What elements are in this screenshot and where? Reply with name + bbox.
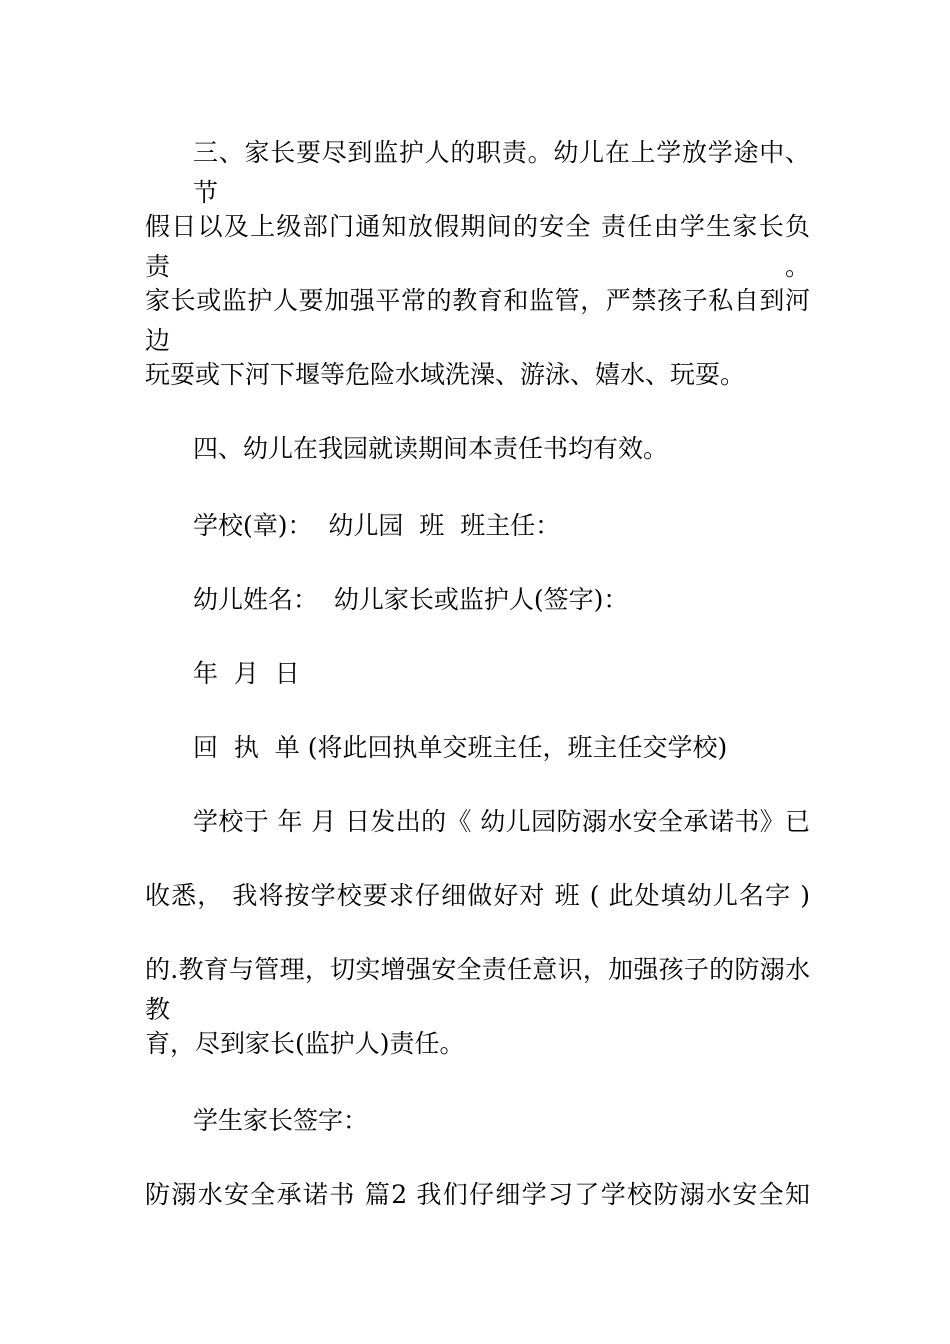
child-name-line: 幼儿姓名： 幼儿家长或监护人(签字)： <box>193 585 629 614</box>
receipt-line-1: 学校于 年 月 日发出的《 幼儿园防溺水安全承诺书》已 <box>193 807 810 836</box>
receipt-heading: 回 执 单 (将此回执单交班主任，班主任交学校) <box>193 733 728 762</box>
paragraph-3-line-2: 假日以及上级部门通知放假期间的安全 责任由学生家长负责。 <box>145 212 810 281</box>
receipt-line-3: 的.教育与管理，切实增强安全责任意识，加强孩子的防溺水教 <box>145 955 810 1024</box>
parent-signature-line: 学生家长签字： <box>193 1106 369 1135</box>
receipt-line-4: 育，尽到家长(监护人)责任。 <box>145 1029 465 1058</box>
paragraph-4: 四、幼儿在我园就读期间本责任书均有效。 <box>193 434 669 463</box>
paragraph-3-line-1: 三、家长要尽到监护人的职责。幼儿在上学放学途中、节 <box>193 138 810 207</box>
receipt-line-2: 收悉， 我将按学校要求仔细做好对 班 ( 此处填幼儿名字 ) <box>145 881 810 910</box>
paragraph-3-line-3: 家长或监护人要加强平常的教育和监管，严禁孩子私自到河边 <box>145 286 810 355</box>
section-2-heading-line: 防溺水安全承诺书 篇2 我们仔细学习了学校防溺水安全知 <box>145 1180 810 1209</box>
date-line: 年 月 日 <box>193 659 300 688</box>
paragraph-3-line-4: 玩耍或下河下堰等危险水域洗澡、游泳、嬉水、玩耍。 <box>145 360 746 389</box>
school-seal-line: 学校(章)： 幼儿园 班 班主任： <box>193 511 561 540</box>
